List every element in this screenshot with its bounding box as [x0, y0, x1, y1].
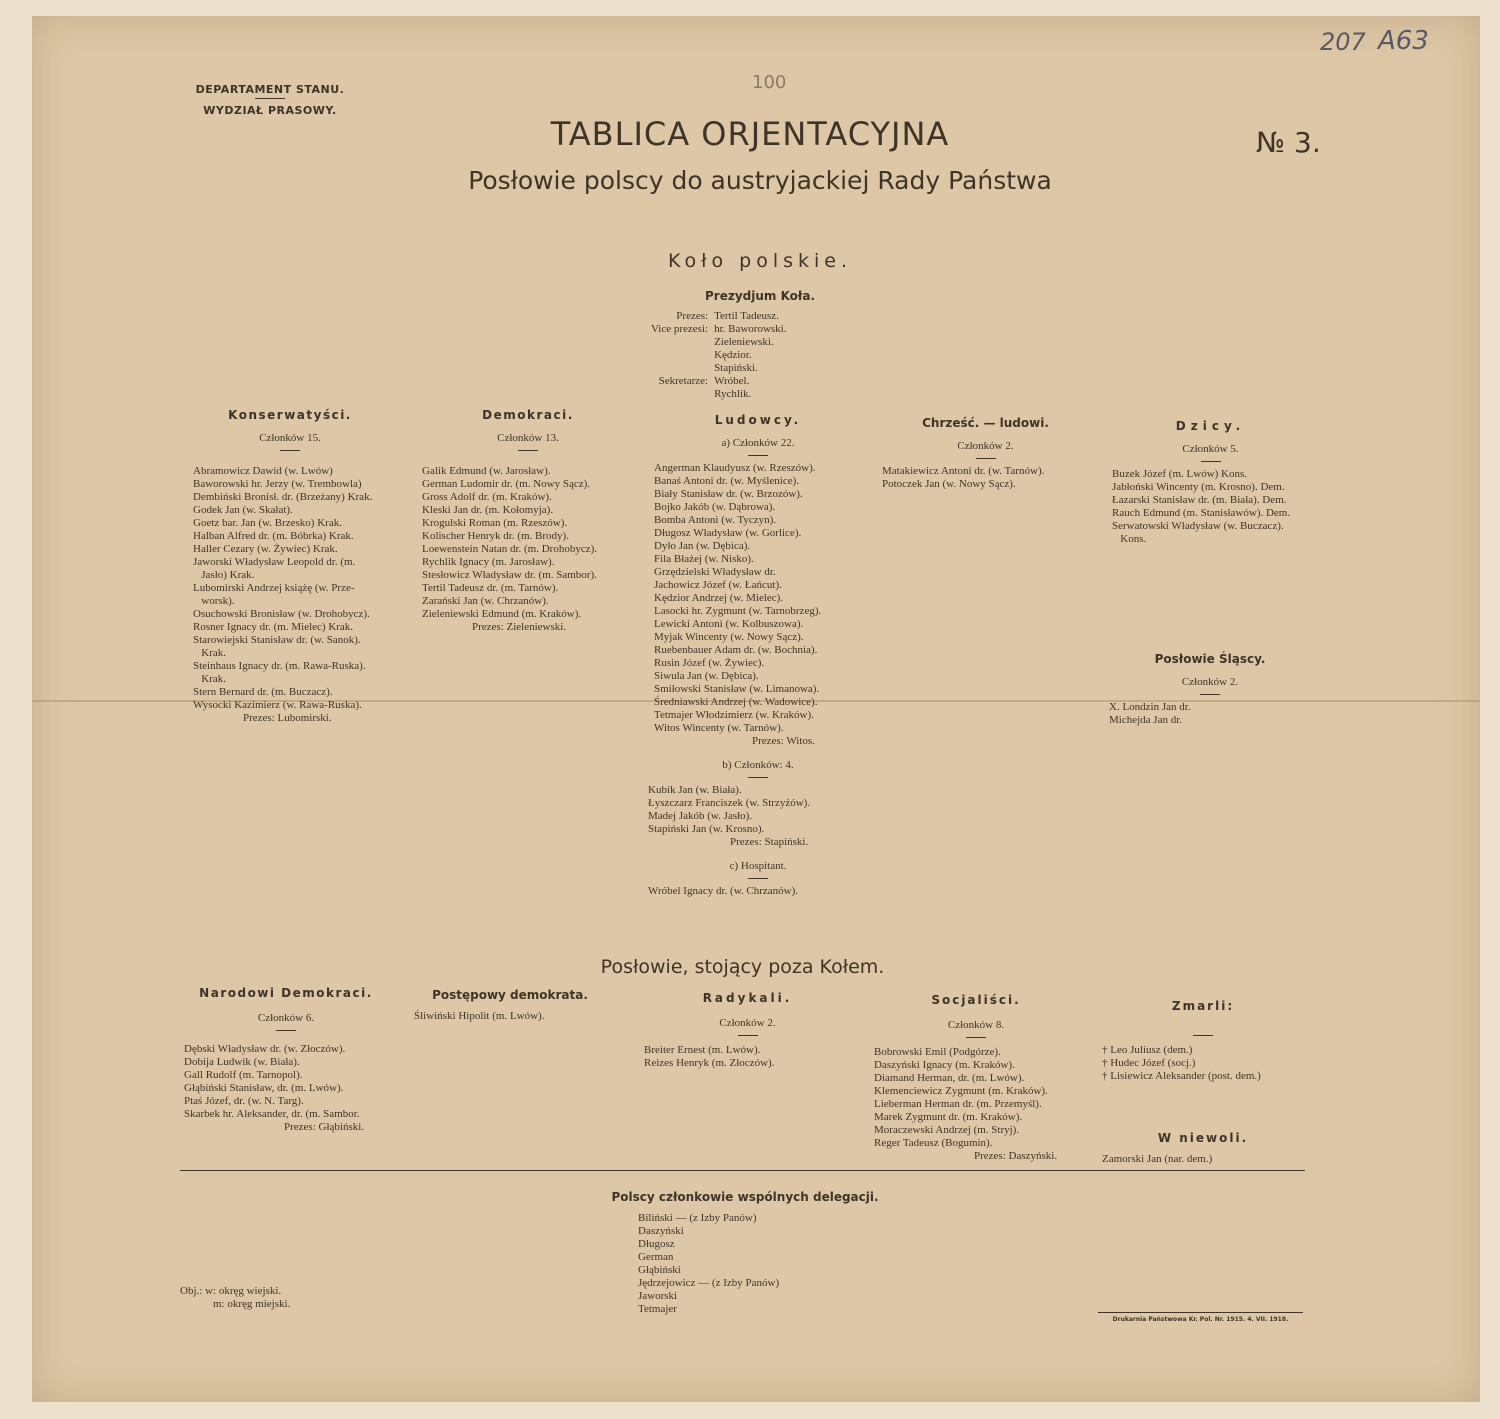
- list-item: Buzek Józef (m. Lwów) Kons.: [1112, 468, 1248, 480]
- list-item: † Hudec Józef (socj.): [1102, 1057, 1196, 1069]
- delegacje-title: Polscy członkowie wspólnych delegacji.: [611, 1190, 879, 1204]
- list-item: Lubomirski Andrzej książę (w. Prze-: [193, 582, 355, 594]
- legend-line1: w: okręg wiejski.: [205, 1285, 282, 1297]
- ludowcy-b-prezes: Prezes: Stapiński.: [730, 836, 809, 848]
- socjalisci-count: Członków 8.: [947, 1019, 1005, 1031]
- list-item: Bobrowski Emil (Podgórze).: [874, 1046, 1001, 1058]
- ludowcy-a-count: a) Członków 22.: [721, 437, 795, 449]
- list-item: Haller Cezary (w. Żywiec) Krak.: [193, 543, 338, 555]
- list-item: Krak.: [193, 673, 226, 685]
- list-item: Zieleniewski Edmund (m. Kraków).: [422, 608, 582, 620]
- list-item: Kons.: [1112, 533, 1147, 545]
- ludowcy-column: [648, 413, 868, 898]
- chrzesc-count: Członków 2.: [957, 440, 1014, 452]
- presidium-name: Rychlik.: [714, 388, 752, 400]
- list-item: Stesłowicz Władysław dr. (m. Sambor).: [422, 569, 597, 581]
- list-item: Łazarski Stanisław dr. (m. Biała). Dem.: [1112, 494, 1287, 506]
- list-item: Loewenstein Natan dr. (m. Drohobycz).: [422, 543, 598, 555]
- ludowcy-b-count: b) Członków: 4.: [722, 759, 794, 771]
- sheet-number: № 3.: [1256, 126, 1321, 159]
- list-item: Lieberman Herman dr. (m. Przemyśl).: [874, 1098, 1042, 1110]
- konserwatysci-list: [193, 465, 395, 712]
- chrzesc-column: [878, 416, 1093, 491]
- slascy-list: [1109, 701, 1315, 727]
- list-item: worsk).: [193, 595, 235, 607]
- list-item: Angerman Klaudyusz (w. Rzeszów).: [654, 462, 816, 474]
- postepowy-list: [414, 1010, 610, 1023]
- poza-title: Posłowie, stojący poza Kołem.: [600, 956, 885, 978]
- demokraci-title: Demokraci.: [482, 408, 574, 422]
- list-item: Baworowski hr. Jerzy (w. Trembowla): [193, 478, 362, 490]
- list-item: Daszyński Ignacy (m. Kraków).: [874, 1059, 1015, 1071]
- list-item: Krogulski Roman (m. Rzeszów).: [422, 517, 568, 529]
- list-item: Dobija Ludwik (w. Biała).: [184, 1056, 300, 1068]
- divider: [976, 458, 996, 459]
- kolo-title: Koło polskie.: [667, 250, 853, 272]
- dzicy-count: Członków 5.: [1182, 443, 1239, 455]
- list-item: Halban Alfred dr. (m. Bóbrka) Krak.: [193, 530, 354, 542]
- niewola-column: [1098, 1131, 1308, 1166]
- list-item: Jasło) Krak.: [193, 569, 255, 581]
- handwritten-right: A63: [1378, 26, 1429, 56]
- list-item: Siwula Jan (w. Dębica).: [654, 670, 759, 682]
- presidium-label: [648, 336, 711, 349]
- ludowcy-title: Ludowcy.: [714, 413, 802, 427]
- list-item: Reizes Henryk (m. Złoczów).: [644, 1057, 775, 1069]
- list-item: Rosner Ignacy dr. (m. Mielec) Krak.: [193, 621, 354, 633]
- legend-line2: m: okręg miejski.: [213, 1298, 291, 1310]
- list-item: Ptaś Józef, dr. (w. N. Targ).: [184, 1095, 304, 1107]
- chrzesc-title: Chrześć. — ludowi.: [922, 416, 1049, 430]
- list-item: Ruebenbauer Adam dr. (w. Bochnia).: [654, 644, 818, 656]
- department-header: [190, 80, 350, 121]
- department-line2: WYDZIAŁ PRASOWY.: [203, 104, 337, 117]
- list-item: Zarański Jan (w. Chrzanów).: [422, 595, 549, 607]
- divider: [748, 878, 768, 879]
- konserwatysci-prezes: Prezes: Lubomirski.: [243, 712, 332, 724]
- divider: [518, 450, 538, 451]
- presidium-name: Kędzior.: [714, 349, 752, 361]
- list-item: Kolischer Henryk dr. (m. Brody).: [422, 530, 569, 542]
- list-item: Goetz bar. Jan (w. Brzesko) Krak.: [193, 517, 342, 529]
- list-item: Biały Stanisław dr. (w. Brzozów).: [654, 488, 803, 500]
- list-item: Wysocki Kazimierz (w. Rawa-Ruska).: [193, 699, 362, 711]
- divider: [1193, 1035, 1213, 1036]
- dzicy-title: Dzicy.: [1175, 419, 1246, 433]
- divider: [1201, 461, 1221, 462]
- postepowy-column: [410, 988, 610, 1023]
- list-item: Dembiński Bronisł. dr. (Brzeżany) Krak.: [193, 491, 373, 503]
- list-item: Matakiewicz Antoni dr. (w. Tarnów).: [882, 465, 1045, 477]
- list-item: Długosz Władysław (w. Gorlice).: [654, 527, 802, 539]
- presidium-name: hr. Baworowski.: [714, 323, 787, 335]
- list-item: Rychlik Ignacy (m. Jarosław).: [422, 556, 555, 568]
- radykali-count: Członków 2.: [719, 1017, 776, 1029]
- list-item: Breiter Ernest (m. Lwów).: [644, 1044, 761, 1056]
- list-item: German: [638, 1251, 674, 1263]
- list-item: Tetmajer Włodzimierz (w. Kraków).: [654, 709, 814, 721]
- list-item: Długosz: [638, 1238, 675, 1250]
- list-item: Myjak Wincenty (w. Nowy Sącz).: [654, 631, 804, 643]
- divider: [966, 1037, 986, 1038]
- demokraci-prezes: Prezes: Zieleniewski.: [472, 621, 567, 633]
- list-item: Starowiejski Stanisław dr. (w. Sanok).: [193, 634, 361, 646]
- presidium-label: Sekretarze:: [658, 375, 709, 387]
- zmarli-title: Zmarli:: [1171, 999, 1235, 1013]
- presidium-name: Stapiński.: [714, 362, 758, 374]
- zmarli-list: [1102, 1044, 1308, 1083]
- list-item: Głąbiński Stanisław, dr. (m. Lwów).: [184, 1082, 344, 1094]
- ludowcy-b-list: [648, 784, 868, 836]
- slascy-column: [1105, 652, 1315, 727]
- list-item: Klemenciewicz Zygmunt (m. Kraków).: [874, 1085, 1048, 1097]
- legend: [180, 1285, 290, 1311]
- list-item: Skarbek hr. Aleksander, dr. (m. Sambor.: [184, 1108, 360, 1120]
- dzicy-list: [1112, 468, 1313, 546]
- list-item: Serwatowski Władysław (w. Buczacz).: [1112, 520, 1284, 532]
- slascy-title: Posłowie Śląscy.: [1154, 652, 1266, 666]
- list-item: Dębski Władysław dr. (w. Złoczów).: [184, 1043, 346, 1055]
- list-item: Marek Zygmunt dr. (m. Kraków).: [874, 1111, 1023, 1123]
- divider: [748, 777, 768, 778]
- presidium-label: Vice prezesi:: [651, 323, 709, 335]
- legend-label: Obj.:: [180, 1285, 203, 1297]
- list-item: Dyło Jan (w. Dębica).: [654, 540, 751, 552]
- list-item: Rusin Józef (w. Żywiec).: [654, 657, 765, 669]
- list-item: X. Londzin Jan dr.: [1109, 701, 1191, 713]
- konserwatysci-count: Członków 15.: [259, 432, 321, 444]
- list-item: Gall Rudolf (m. Tarnopol).: [184, 1069, 303, 1081]
- list-item: Stapiński Jan (w. Krosno).: [648, 823, 765, 835]
- list-item: Osuchowski Bronisław (w. Drohobycz).: [193, 608, 370, 620]
- radykali-title: Radykali.: [702, 991, 793, 1005]
- divider: [280, 450, 300, 451]
- presidium-title: Prezydjum Koła.: [704, 289, 816, 303]
- presidium-name: Tertil Tadeusz.: [714, 310, 779, 322]
- list-item: Godek Jan (w. Skałat).: [193, 504, 293, 516]
- department-line1: DEPARTAMENT STANU.: [195, 83, 345, 96]
- list-item: Moraczewski Andrzej (m. Stryj).: [874, 1124, 1020, 1136]
- narodowi-count: Członków 6.: [257, 1012, 315, 1024]
- konserwatysci-column: [185, 408, 395, 724]
- socjalisci-list: [874, 1046, 1082, 1150]
- demokraci-count: Członków 13.: [497, 432, 559, 444]
- slascy-count: Członków 2.: [1181, 676, 1239, 688]
- list-item: Gross Adolf dr. (m. Kraków).: [422, 491, 552, 503]
- list-item: Rauch Edmund (m. Stanisławów). Dem.: [1112, 507, 1291, 519]
- list-item: Reger Tadeusz (Bogumin).: [874, 1137, 993, 1149]
- list-item: Jaworski Władysław Leopold dr. (m.: [193, 556, 356, 568]
- handwritten-left: 207: [1320, 28, 1366, 56]
- list-item: Banaś Antoni dr. (w. Myślenice).: [654, 475, 800, 487]
- list-item: Smiłowski Stanisław (w. Limanowa).: [654, 683, 820, 695]
- list-item: † Lisiewicz Aleksander (post. dem.): [1102, 1070, 1261, 1082]
- list-item: Galik Edmund (w. Jarosław).: [422, 465, 551, 477]
- divider: [748, 455, 768, 456]
- list-item: Wróbel Ignacy dr. (w. Chrzanów).: [648, 885, 799, 897]
- page-title: TABLICA ORJENTACYJNA: [550, 115, 950, 153]
- list-item: Kleski Jan dr. (m. Kołomyja).: [422, 504, 554, 516]
- list-item: Średniawski Andrzej (w. Wadowice).: [654, 696, 818, 708]
- list-item: Jabłoński Wincenty (m. Krosno). Dem.: [1112, 481, 1285, 493]
- demokraci-list: [422, 465, 638, 621]
- niewola-title: W niewoli.: [1157, 1131, 1249, 1145]
- narodowi-column: [180, 986, 392, 1133]
- ludowcy-c-list: [648, 885, 868, 898]
- chrzesc-list: [882, 465, 1093, 491]
- list-item: Potoczek Jan (w. Nowy Sącz).: [882, 478, 1016, 490]
- ludowcy-a-list: [654, 462, 868, 735]
- narodowi-prezes: Prezes: Głąbiński.: [284, 1121, 365, 1133]
- stamp-number: 100: [752, 72, 787, 93]
- presidium-label: [648, 349, 711, 362]
- ludowcy-c-title: c) Hospitant.: [729, 860, 787, 872]
- list-item: German Ludomir dr. (m. Nowy Sącz).: [422, 478, 591, 490]
- narodowi-list: [184, 1043, 392, 1121]
- ludowcy-a-prezes: Prezes: Witos.: [752, 735, 815, 747]
- divider: [738, 1035, 758, 1036]
- delegacje-list: [638, 1212, 779, 1316]
- list-item: Stern Bernard dr. (m. Buczacz).: [193, 686, 333, 698]
- postepowy-title: Postępowy demokrata.: [432, 988, 588, 1002]
- list-item: Lasocki hr. Zygmunt (w. Tarnobrzeg).: [654, 605, 822, 617]
- page-subtitle: Posłowie polscy do austryjackiej Rady Państwa: [468, 166, 1052, 195]
- niewola-list: [1102, 1153, 1308, 1166]
- narodowi-title: Narodowi Demokraci.: [199, 986, 373, 1000]
- list-item: Jaworski: [638, 1290, 678, 1302]
- list-item: Bomba Antoni (w. Tyczyn).: [654, 514, 777, 526]
- presidium-table: [648, 310, 789, 401]
- list-item: Witos Wincenty (w. Tarnów).: [654, 722, 784, 734]
- list-item: Steinhaus Ignacy dr. (m. Rawa-Ruska).: [193, 660, 366, 672]
- list-item: Michejda Jan dr.: [1109, 714, 1183, 726]
- list-item: Madej Jakób (w. Jasło).: [648, 810, 753, 822]
- socjalisci-prezes: Prezes: Daszyński.: [974, 1150, 1058, 1162]
- presidium-label: [648, 362, 711, 375]
- divider: [1200, 694, 1220, 695]
- presidium-name: Wróbel.: [714, 375, 750, 387]
- horizontal-rule: [180, 1170, 1305, 1171]
- socjalisci-title: Socjaliści.: [931, 993, 1021, 1007]
- zmarli-column: [1098, 999, 1308, 1083]
- list-item: Daszyński: [638, 1225, 684, 1237]
- list-item: Fila Błażej (w. Nisko).: [654, 553, 754, 565]
- list-item: Abramowicz Dawid (w. Lwów): [193, 465, 333, 477]
- konserwatysci-title: Konserwatyści.: [228, 408, 352, 422]
- list-item: Tetmajer: [638, 1303, 677, 1315]
- list-item: Głąbiński: [638, 1264, 681, 1276]
- divider: [276, 1030, 296, 1031]
- list-item: Tertil Tadeusz dr. (m. Tarnów).: [422, 582, 559, 594]
- list-item: Śliwiński Hipolit (m. Lwów).: [414, 1010, 545, 1022]
- demokraci-column: [418, 408, 638, 633]
- list-item: Łyszczarz Franciszek (w. Strzyżów).: [648, 797, 811, 809]
- list-item: Biliński — (z Izby Panów): [638, 1212, 757, 1224]
- list-item: Lewicki Antoni (w. Kolbuszowa).: [654, 618, 804, 630]
- list-item: Krak.: [193, 647, 226, 659]
- list-item: Bojko Jakób (w. Dąbrowa).: [654, 501, 776, 513]
- list-item: Kędzior Andrzej (w. Mielec).: [654, 592, 784, 604]
- list-item: Jędrzejowicz — (z Izby Panów): [638, 1277, 780, 1289]
- dzicy-column: [1108, 419, 1313, 546]
- socjalisci-column: [870, 993, 1082, 1162]
- list-item: Zamorski Jan (nar. dem.): [1102, 1153, 1213, 1165]
- presidium-label: [648, 388, 711, 401]
- list-item: Kubik Jan (w. Biała).: [648, 784, 742, 796]
- list-item: Diamand Herman, dr. (m. Lwów).: [874, 1072, 1025, 1084]
- presidium-name: Zieleniewski.: [714, 336, 774, 348]
- list-item: Grzędzielski Władysław dr.: [654, 566, 776, 578]
- printer-rule: [1098, 1312, 1303, 1313]
- radykali-list: [644, 1044, 855, 1070]
- list-item: Jachowicz Józef (w. Łańcut).: [654, 579, 782, 591]
- presidium-label: Prezes:: [676, 310, 709, 322]
- printer-note: Drukarnia Państwowa Kr. Pol. Nr. 1915. 4. VII. 1918.: [1112, 1316, 1289, 1323]
- radykali-column: [640, 991, 855, 1070]
- list-item: † Leo Juliusz (dem.): [1102, 1044, 1193, 1056]
